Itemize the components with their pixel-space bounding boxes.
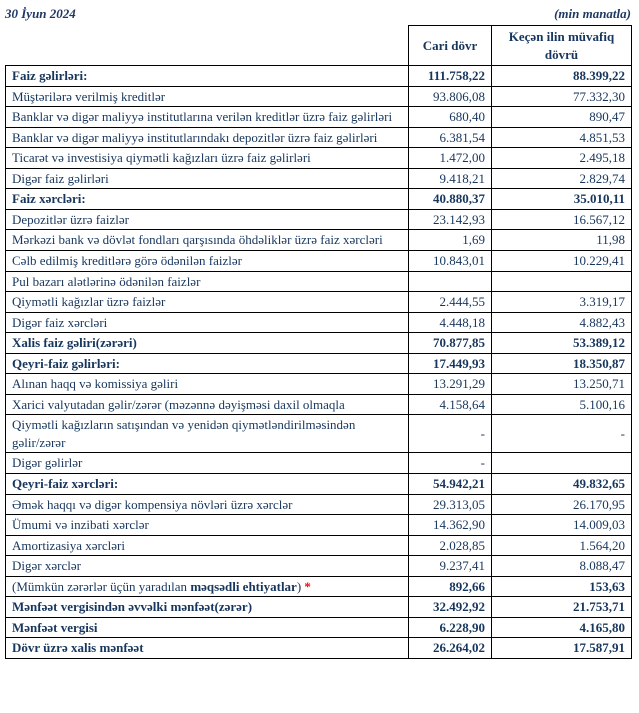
row-label: Qiymətli kağızlar üzrə faizlər <box>6 292 409 313</box>
table-row <box>6 556 632 577</box>
table-row <box>6 597 632 618</box>
table-row <box>6 312 632 333</box>
previous-period-value: - <box>492 415 632 453</box>
current-period-value: 1,69 <box>409 230 492 251</box>
unit-note: (min manatla) <box>554 6 631 21</box>
current-period-value: 93.806,08 <box>409 86 492 107</box>
row-label: Əmək haqqı və digər kompensiya növləri üzrə xərclər <box>6 494 409 515</box>
row-label: Digər xərclər <box>6 556 409 577</box>
table-row <box>6 148 632 169</box>
current-period-value: - <box>409 453 492 474</box>
footnote-asterisk: * <box>304 578 311 594</box>
previous-period-value: 49.832,65 <box>492 474 632 495</box>
column-header-current-period: Cari dövr <box>409 26 492 66</box>
current-period-value: 26.264,02 <box>409 638 492 659</box>
row-label: Amortizasiya xərcləri <box>6 535 409 556</box>
previous-period-value: 18.350,87 <box>492 353 632 374</box>
current-period-value: 680,40 <box>409 107 492 128</box>
table-row <box>6 271 632 292</box>
previous-period-value: 890,47 <box>492 107 632 128</box>
current-period-value: 10.843,01 <box>409 251 492 272</box>
table-body <box>6 66 632 659</box>
previous-period-value: 53.389,12 <box>492 333 632 354</box>
table-row <box>6 494 632 515</box>
current-period-value: 111.758,22 <box>409 66 492 87</box>
current-period-value: 1.472,00 <box>409 148 492 169</box>
previous-period-value: 153,63 <box>492 576 632 597</box>
row-label: Qeyri-faiz xərcləri: <box>6 474 409 495</box>
empty-header-cell <box>6 26 409 66</box>
row-label: Faiz gəlirləri: <box>6 66 409 87</box>
previous-period-value <box>492 453 632 474</box>
table-row <box>6 515 632 536</box>
previous-period-value: 77.332,30 <box>492 86 632 107</box>
income-statement-table <box>5 25 632 659</box>
row-label: Qeyri-faiz gəlirləri: <box>6 353 409 374</box>
previous-period-value: 8.088,47 <box>492 556 632 577</box>
table-row <box>6 66 632 87</box>
row-label: Qiymətli kağızların satışından və yenidən qiymətləndirilməsindən gəlir/zərər <box>6 415 409 453</box>
previous-period-value: 21.753,71 <box>492 597 632 618</box>
row-label: Müştərilərə verilmiş kreditlər <box>6 86 409 107</box>
report-date: 30 İyun 2024 <box>5 6 76 21</box>
current-period-value: 9.237,41 <box>409 556 492 577</box>
table-row <box>6 617 632 638</box>
current-period-value: 70.877,85 <box>409 333 492 354</box>
previous-period-value: 2.495,18 <box>492 148 632 169</box>
previous-period-value: 11,98 <box>492 230 632 251</box>
row-label: Mənfəət vergisi <box>6 617 409 638</box>
current-period-value: 14.362,90 <box>409 515 492 536</box>
current-period-value: 892,66 <box>409 576 492 597</box>
previous-period-value: 4.882,43 <box>492 312 632 333</box>
current-period-value: 32.492,92 <box>409 597 492 618</box>
current-period-value: 13.291,29 <box>409 374 492 395</box>
row-label: Ticarət və investisiya qiymətli kağızları üzrə faiz gəlirləri <box>6 148 409 169</box>
row-label-bold-part: məqsədli ehtiyatlar <box>190 578 297 594</box>
row-label: Depozitlər üzrə faizlər <box>6 209 409 230</box>
table-row <box>6 168 632 189</box>
previous-period-value: 10.229,41 <box>492 251 632 272</box>
previous-period-value: 4.851,53 <box>492 127 632 148</box>
previous-period-value: 16.567,12 <box>492 209 632 230</box>
table-row <box>6 209 632 230</box>
row-label: Digər faiz xərcləri <box>6 312 409 333</box>
table-row <box>6 535 632 556</box>
current-period-value: 6.228,90 <box>409 617 492 638</box>
previous-period-value: 13.250,71 <box>492 374 632 395</box>
current-period-value: 23.142,93 <box>409 209 492 230</box>
report-header <box>5 6 631 22</box>
row-label: Xarici valyutadan gəlir/zərər (məzənnə dəyişməsi daxil olmaqla <box>6 394 409 415</box>
row-label: Mərkəzi bank və dövlət fondları qarşısında öhdəliklər üzrə faiz xərcləri <box>6 230 409 251</box>
current-period-value: 54.942,21 <box>409 474 492 495</box>
table-header-row <box>6 26 632 66</box>
row-label-part: (Mümkün zərərlər üçün yaradılan <box>12 578 191 594</box>
current-period-value: 29.313,05 <box>409 494 492 515</box>
row-label <box>6 576 409 597</box>
previous-period-value: 4.165,80 <box>492 617 632 638</box>
current-period-value: - <box>409 415 492 453</box>
row-label: Cəlb edilmiş kreditlərə görə ödənilən faizlər <box>6 251 409 272</box>
row-label: Ümumi və inzibati xərclər <box>6 515 409 536</box>
previous-period-value: 17.587,91 <box>492 638 632 659</box>
current-period-value: 17.449,93 <box>409 353 492 374</box>
row-label: Pul bazarı alətlərinə ödənilən faizlər <box>6 271 409 292</box>
previous-period-value: 2.829,74 <box>492 168 632 189</box>
row-label: Digər faiz gəlirləri <box>6 168 409 189</box>
current-period-value: 6.381,54 <box>409 127 492 148</box>
table-row <box>6 251 632 272</box>
table-row <box>6 292 632 313</box>
table-row <box>6 353 632 374</box>
previous-period-value: 26.170,95 <box>492 494 632 515</box>
table-row <box>6 86 632 107</box>
current-period-value: 9.418,21 <box>409 168 492 189</box>
table-row <box>6 415 632 453</box>
row-label-part: ) <box>296 578 305 594</box>
table-row <box>6 453 632 474</box>
table-row <box>6 374 632 395</box>
row-label: Banklar və digər maliyyə institutlarına verilən kreditlər üzrə faiz gəlirləri <box>6 107 409 128</box>
row-label: Digər gəlirlər <box>6 453 409 474</box>
previous-period-value: 35.010,11 <box>492 189 632 210</box>
table-row <box>6 333 632 354</box>
current-period-value: 4.158,64 <box>409 394 492 415</box>
column-header-previous-period: Keçən ilin müvafiq dövrü <box>492 26 632 66</box>
previous-period-value: 88.399,22 <box>492 66 632 87</box>
current-period-value: 40.880,37 <box>409 189 492 210</box>
table-row <box>6 638 632 659</box>
previous-period-value: 1.564,20 <box>492 535 632 556</box>
current-period-value: 2.444,55 <box>409 292 492 313</box>
previous-period-value: 14.009,03 <box>492 515 632 536</box>
table-row <box>6 127 632 148</box>
table-row <box>6 230 632 251</box>
table-row <box>6 394 632 415</box>
row-label: Xalis faiz gəliri(zərəri) <box>6 333 409 354</box>
table-row <box>6 107 632 128</box>
current-period-value: 2.028,85 <box>409 535 492 556</box>
row-label: Alınan haqq və komissiya gəliri <box>6 374 409 395</box>
previous-period-value: 3.319,17 <box>492 292 632 313</box>
row-label: Mənfəət vergisindən əvvəlki mənfəət(zərər) <box>6 597 409 618</box>
table-row <box>6 576 632 597</box>
current-period-value <box>409 271 492 292</box>
previous-period-value <box>492 271 632 292</box>
table-row <box>6 474 632 495</box>
current-period-value: 4.448,18 <box>409 312 492 333</box>
row-label: Faiz xərcləri: <box>6 189 409 210</box>
previous-period-value: 5.100,16 <box>492 394 632 415</box>
table-row <box>6 189 632 210</box>
row-label: Banklar və digər maliyyə institutlarındakı depozitlər üzrə faiz gəlirləri <box>6 127 409 148</box>
row-label: Dövr üzrə xalis mənfəət <box>6 638 409 659</box>
